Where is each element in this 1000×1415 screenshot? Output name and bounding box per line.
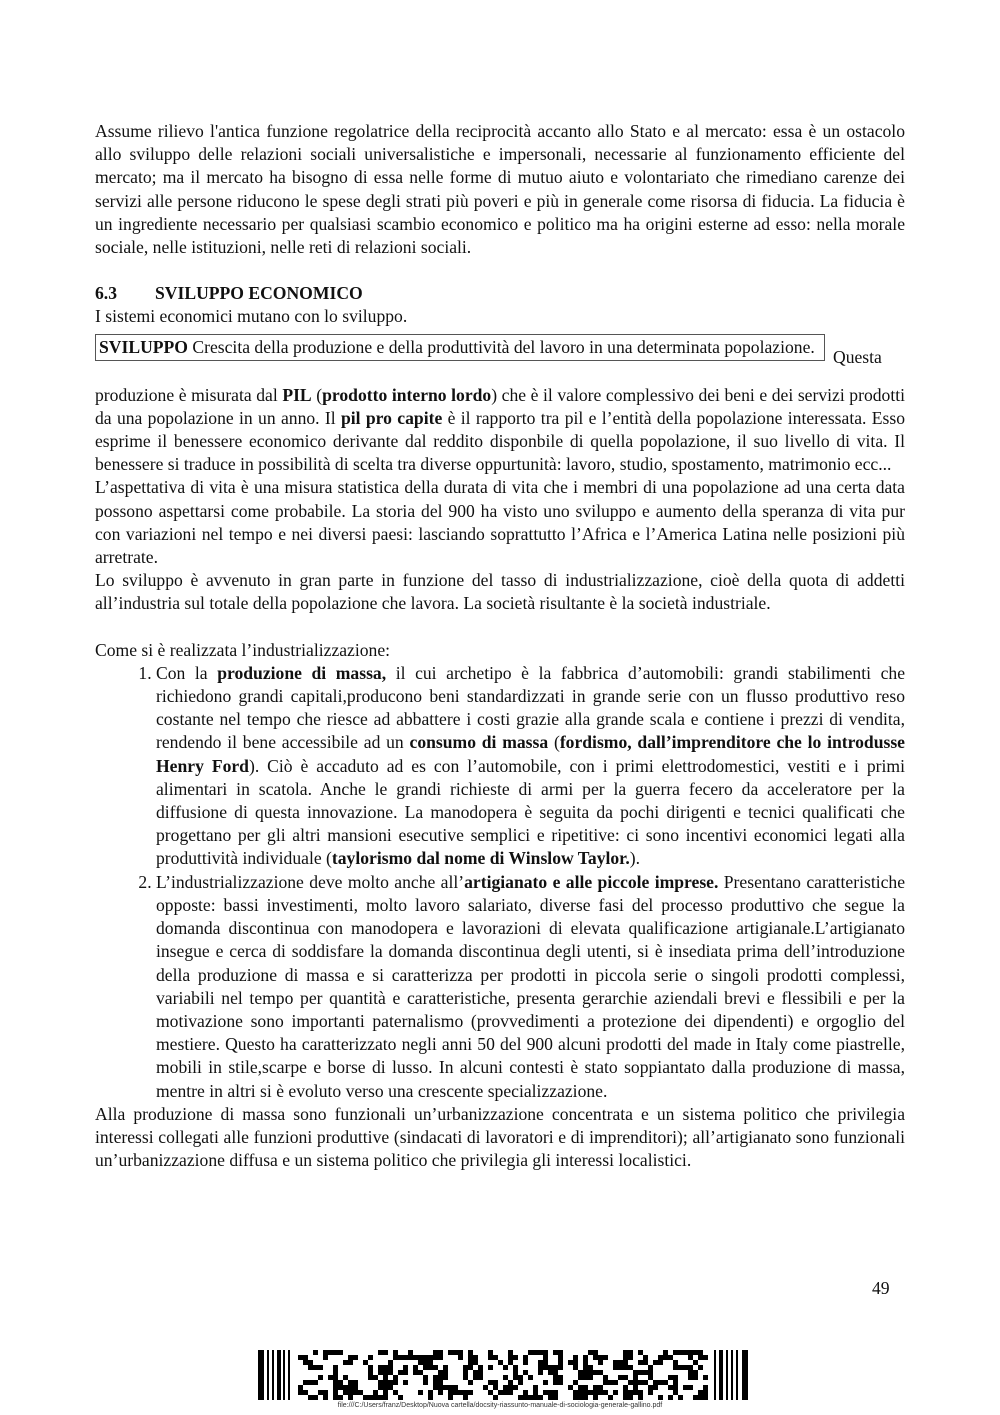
definition-text: Crescita della produzione e della produttività del lavoro in una determinata popolazione. bbox=[187, 336, 815, 357]
list-item bbox=[156, 662, 905, 871]
definition-box bbox=[95, 334, 825, 361]
text-run: è il rapporto tra pil e l’entità della popolazione interessata. Esso esprime il benessere economico derivante dal reddito disponbile di quella popolazione, il suo livello di vita. Il benessere si traduce in possibilità di scelta tra diverse oppurtunità: lavoro, studio, spostamento, matrimonio ecc... bbox=[95, 407, 905, 475]
section-heading bbox=[95, 282, 905, 305]
text-run: L’industrializzazione deve molto anche all’ bbox=[156, 871, 465, 892]
text-run: Presentano caratteristiche opposte: bassi investimenti, molto lavoro salariato, diverse fasi del processo produttivo che segue la domanda discontinua con manodopera e lavorazioni di elevata qualificazione artigianale.L’artigianato insegue e cerca di soddisfare la domanda discontinua degli utenti, si è insediata prima dell’introduzione della produzione di massa e si caratterizza per prodotti in piccola serie o singoli prodotti complessi, variabili nel tempo per quantità e caratteristiche, presenta gerarchie aziendali brevi e flessibili e per la motivazione sono importanti paternalismo (provvedimenti a protezione dei dipendenti) e orgoglio del mestiere. Questo ha caratterizzato negli anni 50 del 900 alcuni prodotti del made in Italy come piastrelle, mobili in stile,scarpe e borse di lusso. In alcuni contesti è stato soppiantato dalla produzione di massa, mentre in altri si è evoluto verso una crescente specializzazione. bbox=[156, 871, 906, 1101]
bold-term-pil: PIL bbox=[282, 384, 312, 405]
paragraph-sviluppo: Lo sviluppo è avvenuto in gran parte in funzione del tasso di industrializzazione, cioè della quota di addetti all’industria sul totale della popolazione che lavora. La società risultante è la società industriale. bbox=[95, 570, 905, 614]
section-title: SVILUPPO ECONOMICO bbox=[155, 283, 363, 304]
page-number: 49 bbox=[872, 1278, 890, 1298]
list-intro: Come si è realizzata l’industrializzazione: bbox=[95, 639, 391, 660]
section-intro: I sistemi economici mutano con lo sviluppo. bbox=[95, 306, 408, 327]
text-run: il cui archetipo è la fabbrica d’automobili: grandi stabilimenti che richiedono grandi capitali,producono beni standardizzati in grande serie con un flusso produttivo reso costante nel tempo che riesce ad abbattere i costi grazie alla grande scala e contiene i prezzi di vendita, rendendo il bene accessibile ad un bbox=[156, 662, 906, 753]
document-body bbox=[95, 120, 905, 1172]
bold-term-pil-pro-capite: pil pro capite bbox=[341, 407, 443, 428]
paragraph-final: Alla produzione di massa sono funzionali un’urbanizzazione concentrata e un sistema politico che privilegia interessi collegati alle funzioni produttive (sindacati di lavoratori e di imprenditori); all’artigianato sono funzionali un’urbanizzazione diffusa e un sistema politico che privilegia gli interessi localistici. bbox=[95, 1103, 905, 1171]
text-run: ) che è il valore complessivo dei beni e dei servizi prodotti da una popolazione in un anno. Il bbox=[95, 384, 905, 428]
definition-after-text: Questa bbox=[833, 346, 882, 367]
bold-term-prodotto-interno-lordo: prodotto interno lordo bbox=[322, 384, 492, 405]
bold-term-produzione-di-massa: produzione di massa, bbox=[217, 662, 387, 683]
paragraph-reciprocita: Assume rilievo l'antica funzione regolatrice della reciprocità accanto allo Stato e al mercato: essa è un ostacolo allo sviluppo delle relazioni sociali universalistiche e impersonali, necessarie al funzionamento efficiente del mercato; ma il mercato ha bisogno di essa nelle forme di mutuo aiuto e volontariato che rimediano carenze dei servizi alle persone riducono le spese degli strati più poveri e più in generale come risorsa di fiducia. La fiducia è un ingrediente necessario per qualsiasi scambio economico e politico ma ha origini esterne ad esso: nella morale sociale, nelle istituzioni, nelle reti di relazioni sociali. bbox=[95, 121, 905, 258]
definition-term: SVILUPPO bbox=[99, 336, 188, 357]
text-run: produzione è misurata dal bbox=[95, 384, 283, 405]
text-run: ). Ciò è accaduto ad es con l’automobile, con i primi elettrodomestici, vestiti e i primi alimentari in scatola. Anche le grandi richieste di armi per la guerra fecero da acceleratore per la diffusione di questa innovazione. La manodopera è seguita da pochi dirigenti e tecnici qualificati che progettano per gli altri mansioni esecutive semplici e ripetitive: ci sono incentivi economici legati alla produttività individuale ( bbox=[156, 755, 905, 869]
bold-term-consumo-di-massa: consumo di massa bbox=[409, 732, 549, 753]
text-run: ). bbox=[629, 848, 641, 869]
bold-term-fordismo: fordismo, dall’imprenditore che lo introdusse Henry Ford bbox=[156, 732, 905, 776]
paragraph-pil bbox=[95, 384, 905, 477]
barcode-icon bbox=[258, 1350, 750, 1400]
bold-term-artigianato: artigianato e alle piccole imprese. bbox=[464, 871, 719, 892]
text-run: ( bbox=[548, 732, 560, 753]
section-number: 6.3 bbox=[95, 283, 117, 304]
industrialization-list bbox=[95, 662, 905, 1103]
file-path: file:///C:/Users/franz/Desktop/Nuova cartella/docsity-riassunto-manuale-di-sociologia-generale-gallino.pdf bbox=[337, 1402, 663, 1409]
text-run: ( bbox=[311, 384, 323, 405]
paragraph-aspettativa: L’aspettativa di vita è una misura statistica della durata di vita che i membri di una popolazione ad una certa data possono aspettarsi come probabile. La storia del 900 ha visto uno sviluppo e aumento della speranza di vita pur con variazioni nel tempo e nei diversi paesi: lasciando soprattutto l’Africa e l’America Latina nelle posizioni più arretrate. bbox=[95, 477, 905, 568]
text-run: Con la bbox=[156, 662, 218, 683]
definition-row bbox=[95, 334, 905, 384]
list-item bbox=[156, 871, 905, 1103]
bold-term-taylorismo: taylorismo dal nome di Winslow Taylor. bbox=[331, 848, 630, 869]
